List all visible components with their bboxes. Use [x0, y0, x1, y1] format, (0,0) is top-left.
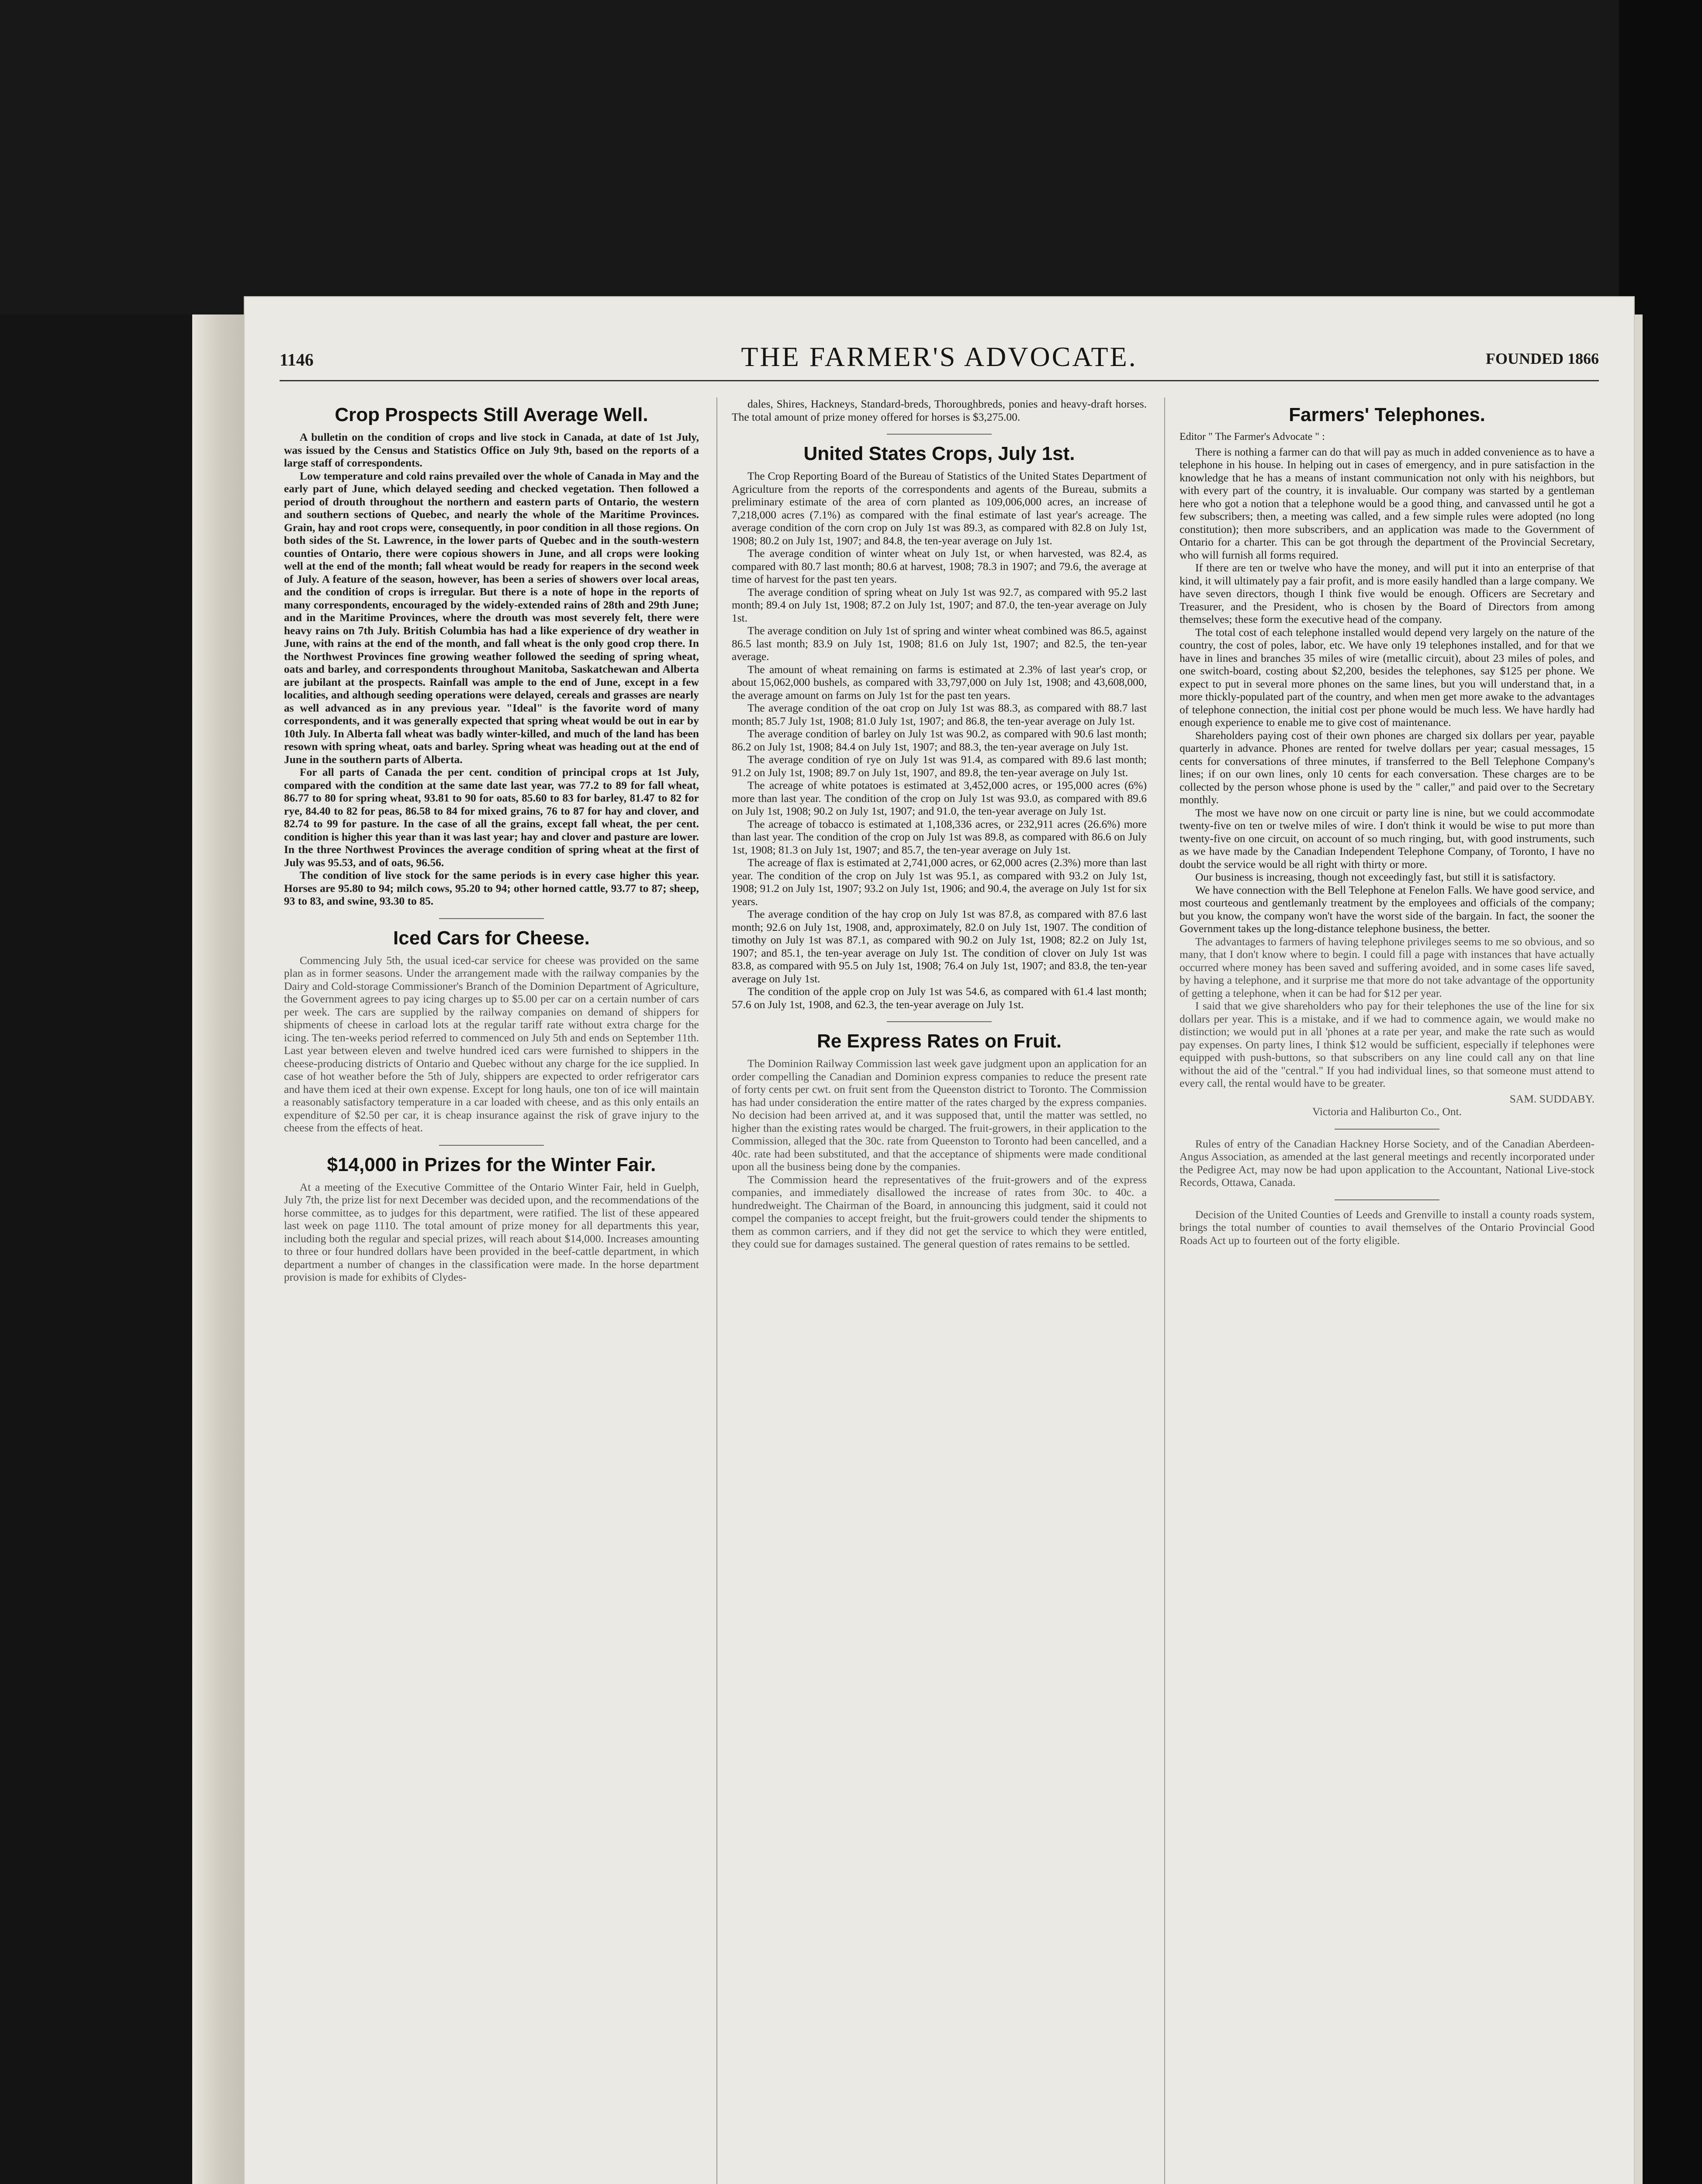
- article-paragraph: dales, Shires, Hackneys, Standard-breds, Thoroughbreds, ponies and heavy-draft horses. The total amount of prize money offered for horses is $3,275.00.: [732, 397, 1147, 423]
- article-paragraph: The Commission heard the representatives of the fruit-growers and of the express companies, and immediately disallowed the increase of rates from 30c. to 40c. a hundredweight. The Chairman of the Board, in announcing this judgment, said it could not compel the companies to accept freight, but the fruit-growers could tender the shipments to them as common carriers, and if they did not get the service to which they were entitled, they could sue for damages sustained. The general question of rates remains to be settled.: [732, 1173, 1147, 1250]
- article-paragraph: The average condition of the oat crop on July 1st was 88.3, as compared with 88.7 last month; 85.7 July 1st, 1908; 81.0 July 1st, 1907; and 86.8, the ten-year average on July 1st.: [732, 702, 1147, 727]
- article-paragraph: The Dominion Railway Commission last week gave judgment upon an application for an order compelling the Canadian and Dominion express companies to reduce the present rate of forty cents per cwt. on fruit sent from the Queenston district to Toronto. The Commission has had under consideration the entire matter of the rates charged by the express companies. No decision had been arrived at, and it was supposed that, until the matter was settled, no higher than the existing rates would be charged. The fruit-growers, in their application to the Commission, alleged that the 30c. rate from Queenston to Toronto had been cancelled, and a 40c. rate had been substituted, and that the acceptance of shipments were made conditional upon all the business being done by the companies.: [732, 1057, 1147, 1173]
- article-paragraph: Commencing July 5th, the usual iced-car service for cheese was provided on the same plan as in former seasons. Under the arrangement made with the railway companies by the Dairy and Cold-storage Commissioner's Branch of the Dominion Department of Agriculture, the Government agrees to pay icing charges up to $5.00 per car on a certain number of cars per week. The cars are supplied by the railway companies on demand of shippers for shipments of cheese in carload lots at the regular tariff rate without extra charge for the icing. The ten-weeks period referred to commenced on July 5th and ends on September 11th. Last year between eleven and twelve hundred iced cars were furnished to shippers in the cheese-producing districts of Ontario and Quebec without any charge for the ice supplied. In case of hot weather before the 5th of July, shippers are expected to order refrigerator cars and have them iced at their own expense. Except for long hauls, one ton of ice will maintain a reasonably satisfactory temperature in a car loaded with cheese, and as this only entails an expenditure of $2.50 per car, it is cheap insurance against the risk of grave injury to the cheese from the effects of heat.: [284, 954, 699, 1134]
- article-paragraph: The average condition of winter wheat on July 1st, or when harvested, was 82.4, as compared with 80.7 last month; 80.6 at harvest, 1908; 78.3 in 1907; and 79.6, the average at time of harvest for the past ten years.: [732, 547, 1147, 585]
- article-paragraph: If there are ten or twelve who have the money, and will put it into an enterprise of that kind, it will ultimately pay a fair profit, and is more easily handled than a large company. We have seven directors, though I think five would be enough. Officers are Secretary and Treasurer, and the President, who is chosen by the Board of Directors from among themselves; these form the executive head of the company.: [1180, 561, 1595, 625]
- article-paragraph: Shareholders paying cost of their own phones are charged six dollars per year, payable quarterly in advance. Phones are rented for twelve dollars per year; casual messages, 15 cents for conversations of three minutes, if transferred to the Bell Telephone Company's lines; if on our own lines, only 10 cents for each conversation. These charges are to be collected by the person whose phone is used by the " caller," and paid over to the Secretary monthly.: [1180, 729, 1595, 806]
- article-paragraph: The acreage of white potatoes is estimated at 3,452,000 acres, or 195,000 acres (6%) more than last year. The condition of the crop on July 1st was 93.0, as compared with 89.6 on July 1st, 1908; 90.2 on July 1st, 1907; and 91.0, the ten-year average on July 1st.: [732, 779, 1147, 817]
- section-divider: [1335, 1199, 1439, 1200]
- article-paragraph: The acreage of flax is estimated at 2,741,000 acres, or 62,000 acres (2.3%) more than last year. The condition of the crop on July 1st was 95.1, as compared with 93.2 on July 1st, 1908; 91.2 on July 1st, 1907; 93.2 on July 1st, 1906; and 90.4, the average on July 1st for six years.: [732, 856, 1147, 908]
- article-paragraph: The acreage of tobacco is estimated at 1,108,336 acres, or 232,911 acres (26.6%) more than last year. The condition of the crop on July 1st was 89.8, as compared with 86.6 on July 1st, 1908; 81.3 on July 1st, 1907; and 85.7, the ten-year average on July 1st.: [732, 817, 1147, 856]
- section-divider: [887, 1021, 992, 1022]
- article-title-winter-fair-prizes: $14,000 in Prizes for the Winter Fair.: [327, 1154, 656, 1175]
- article-title-farmers-telephones: Farmers' Telephones.: [1289, 404, 1485, 425]
- article-paragraph: The average condition on July 1st of spring and winter wheat combined was 86.5, against 86.5 last month; 83.9 on July 1st, 1908; 81.6 on July 1st, 1907; and 82.5, the ten-year average.: [732, 624, 1147, 663]
- article-paragraph: The most we have now on one circuit or party line is nine, but we could accommodate twenty-five on ten or twelve miles of wire. I don't think it would be wise to put more than twenty-five on one circuit, on account of so much ringing, but, with good instruments, such as we have made by the Canadian Independent Telephone Company, of Toronto, I have no doubt the service would be all right with thirty or more.: [1180, 806, 1595, 871]
- article-paragraph: There is nothing a farmer can do that will pay as much in added convenience as to have a telephone in his house. In helping out in cases of emergency, and in pure satisfaction in the knowledge that he has a means of instant communication not only with his neighbors, but with every part of the country, it is invaluable. Our company was started by a gentleman here who got a notion that a telephone would be a good thing, and canvassed until he got a few subscribers; then, a meeting was called, and a few simple rules were adopted (no long constitution); then more subscribers, and an application was made to the Government of Ontario for a charter. This can be got through the department of the Provincial Secretary, who will furnish all forms required.: [1180, 445, 1595, 561]
- section-divider: [1335, 1129, 1439, 1130]
- article-paragraph: Our business is increasing, though not exceedingly fast, but still it is satisfactory.: [1195, 871, 1556, 883]
- article-paragraph: A bulletin on the condition of crops and live stock in Canada, at date of 1st July, was issued by the Census and Statistics Office on July 9th, based on the reports of a large staff of correspondents.: [284, 431, 699, 469]
- article-paragraph: The average condition of rye on July 1st was 91.4, as compared with 89.6 last month; 91.2 on July 1st, 1908; 89.7 on July 1st, 1907, and 89.8, the ten-year average on July 1st.: [732, 753, 1147, 779]
- article-paragraph: The condition of the apple crop on July 1st was 54.6, as compared with 61.4 last month; 57.6 on July 1st, 1908, and 62.3, the ten-year average on July 1st.: [732, 985, 1147, 1011]
- letter-location: Victoria and Haliburton Co., Ont.: [1312, 1105, 1462, 1118]
- scan-background-top: [0, 0, 1702, 314]
- column-1: [284, 397, 699, 2184]
- article-title-us-crops: United States Crops, July 1st.: [803, 443, 1075, 464]
- article-paragraph: I said that we give shareholders who pay for their telephones the use of the line for six dollars per year. This is a mistake, and if we had to commence again, we would make no distinction; we would put in all 'phones at a rate per year, and make the rate such as would pay expenses. On party lines, I think $12 would be sufficient, especially if telephones were equipped with push-buttons, so that subscribers on any line could call any on that line without the aid of the "central." If you had individual lines, so that someone must attend to every call, the rental would have to be greater.: [1180, 999, 1595, 1089]
- article-title-crop-prospects: Crop Prospects Still Average Well.: [335, 404, 648, 425]
- article-title-iced-cars: Iced Cars for Cheese.: [393, 927, 590, 949]
- article-paragraph: The total cost of each telephone installed would depend very largely on the nature of the country, the cost of poles, labor, etc. We have only 19 telephones installed, and for that we have in lines and branches 35 miles of wire (metallic circuit), about 23 miles of poles, and one switch-board, costing about $2,200, besides the telephones, say $125 per phone. We expect to put in several more phones on the same lines, but you will understand that, in a more thickly-populated part of the country, and when men get more awake to the advantages of telephone connection, the initial cost per phone would be much less. We have hardly had enough experience to enable me to give cost of maintenance.: [1180, 625, 1595, 729]
- section-divider: [439, 1145, 544, 1146]
- article-paragraph: For all parts of Canada the per cent. condition of principal crops at 1st July, compared with the condition at the same date last year, was 77.2 to 89 for fall wheat, 86.77 to 80 for spring wheat, 93.81 to 90 for oats, 85.60 to 83 for barley, 81.47 to 82 for rye, 84.40 to 82 for peas, 86.58 to 84 for mixed grains, 76 to 87 for hay and clover, and 82.74 to 99 for pasture. In the case of all the grains, except fall wheat, the per cent. condition is higher this year than it was last year; hay and clover and pasture are lower. In the three Northwest Provinces the average condition of spring wheat at the first of July was 95.53, and of oats, 96.56.: [284, 766, 699, 869]
- news-note: Decision of the United Counties of Leeds and Grenville to install a county roads system, brings the total number of counties to avail themselves of the Ontario Provincial Good Roads Act up to fourteen out of the forty eligible.: [1180, 1208, 1595, 1247]
- page-number: 1146: [280, 350, 314, 370]
- founded-label: FOUNDED 1866: [1486, 350, 1599, 367]
- section-divider: [439, 918, 544, 919]
- column-2: [732, 397, 1147, 2184]
- article-paragraph: The Crop Reporting Board of the Bureau of Statistics of the United States Department of Agriculture from the reports of the correspondents and agents of the Bureau, submits a preliminary estimate of the area of corn planted as 109,006,000 acres, an increase of 7,218,000 acres (7.1%) as compared with the final estimate of last year's acreage. The average condition of the corn crop on July 1st was 89.3, as compared with 82.8 on July 1st, 1908; 80.2 on July 1st, 1907; and 84.8, the ten-year average on July 1st.: [732, 470, 1147, 547]
- letter-salutation: Editor " The Farmer's Advocate " :: [1180, 431, 1325, 442]
- letter-signature: SAM. SUDDABY.: [1509, 1092, 1595, 1105]
- masthead: THE FARMER'S ADVOCATE.: [741, 341, 1138, 372]
- section-divider: [887, 434, 992, 435]
- news-note: Rules of entry of the Canadian Hackney Horse Society, and of the Canadian Aberdeen-Angus Association, as amended at the last general meetings and recently incorporated under the Pedigree Act, may now be had upon application to the Accountant, National Live-stock Records, Ottawa, Canada.: [1180, 1137, 1595, 1189]
- column-3: [1180, 397, 1595, 2184]
- article-title-express-rates: Re Express Rates on Fruit.: [817, 1030, 1062, 1052]
- article-paragraph: Low temperature and cold rains prevailed over the whole of Canada in May and the early part of June, which delayed seeding and checked vegetation. Then followed a period of drouth throughout the northern and eastern parts of Ontario, the western and southern sections of Quebec, and nearly the whole of the Maritime Provinces. Grain, hay and root crops were, consequently, in poor condition in all those regions. On both sides of the St. Lawrence, in the lower parts of Quebec and in the south-western counties of Ontario, there were copious showers in June, and all crops were looking well at the end of the month; fall wheat would be ready for reapers in the second week of July. A feature of the season, however, has been a series of showers over local areas, and the condition of crops is irregular. But there is a note of hope in the reports of many correspondents, encouraged by the widely-extended rains of 28th and 29th June; and in the Maritime Provinces, where the drouth was most severely felt, there were heavy rains on 7th July. British Columbia has had a like experience of dry weather in June, with rains at the end of the month, and fall wheat is the only good crop there. In the Northwest Provinces fine growing weather followed the seeding of spring wheat, oats and barley, and correspondents throughout Manitoba, Saskatchewan and Alberta are jubilant at the prospects. Rainfall was ample to the end of June, except in a few localities, and although seeding operations were delayed, cereals and grasses are nearly as well advanced as in any previous year. "Ideal" is the favorite word of many correspondents, and it was generally expected that spring wheat would be out in ear by 10th July. In Alberta fall wheat was badly winter-killed, and much of the land has been resown with spring wheat, oats and barley. Spring wheat was heading out at the end of June in the southern parts of Alberta.: [284, 469, 699, 766]
- header-rule: [280, 380, 1599, 381]
- article-paragraph: The average condition of the hay crop on July 1st was 87.8, as compared with 87.6 last month; 92.6 on July 1st, 1908, and, approximately, 82.0 on July 1st, 1907. The condition of timothy on July 1st was 87.1, as compared with 90.2 on July 1st, 1908; 82.2 on July 1st, 1907; and 85.1, the ten-year average on July 1st. The condition of clover on July 1st was 83.8, as compared with 95.5 on July 1st, 1908; 76.4 on July 1st, 1907; and 83.8, the ten-year average on July 1st.: [732, 908, 1147, 985]
- column-divider: [1164, 397, 1165, 2184]
- article-paragraph: The condition of live stock for the same periods is in every case higher this year. Horses are 95.80 to 94; milch cows, 95.20 to 94; other horned cattle, 93.77 to 87; sheep, 93 to 83, and swine, 93.30 to 85.: [284, 869, 699, 907]
- article-paragraph: We have connection with the Bell Telephone at Fenelon Falls. We have good service, and most courteous and gentlemanly treatment by the employees and officials of the company; but you know, the company won't have the worst side of the bargain. In fact, the sooner the Government takes up the long-distance telephone business, the better.: [1180, 883, 1595, 935]
- article-paragraph: The average condition of barley on July 1st was 90.2, as compared with 90.6 last month; 86.2 on July 1st, 1908; 84.4 on July 1st, 1907; and 88.3, the ten-year average on July 1st.: [732, 727, 1147, 753]
- article-paragraph: The average condition of spring wheat on July 1st was 92.7, as compared with 95.2 last month; 89.4 on July 1st, 1908; 87.2 on July 1st, 1907; and 87.0, the ten-year average on July 1st.: [732, 585, 1147, 624]
- article-paragraph: At a meeting of the Executive Committee of the Ontario Winter Fair, held in Guelph, July 7th, the prize list for next December was decided upon, and the recommendations of the horse committee, as to judges for this department, were ratified. The list of these appeared last week on page 1110. The total amount of prize money for all departments this year, including both the regular and special prizes, will reach about $14,000. Increases amounting to three or four hundred dollars have been provided in the beef-cattle department, in which department a number of changes in the classification were made. In the horse department provision is made for exhibits of Clydes-: [284, 1180, 699, 1283]
- article-paragraph: The advantages to farmers of having telephone privileges seems to me so obvious, and so many, that I don't know where to begin. I could fill a page with instances that have actually occurred where money has been saved and suffering avoided, and in some cases life saved, by having a telephone, and it surprise me that more do not take advantage of the opportunity of getting a telephone, when it can be had for $12 per year.: [1180, 935, 1595, 999]
- column-divider: [716, 397, 717, 2184]
- article-paragraph: The amount of wheat remaining on farms is estimated at 2.3% of last year's crop, or about 15,062,000 bushels, as compared with 33,797,000 on July 1st, 1908; and 43,608,000, the average amount on farms on July 1st for the past ten years.: [732, 663, 1147, 702]
- newspaper-page: [245, 297, 1634, 2184]
